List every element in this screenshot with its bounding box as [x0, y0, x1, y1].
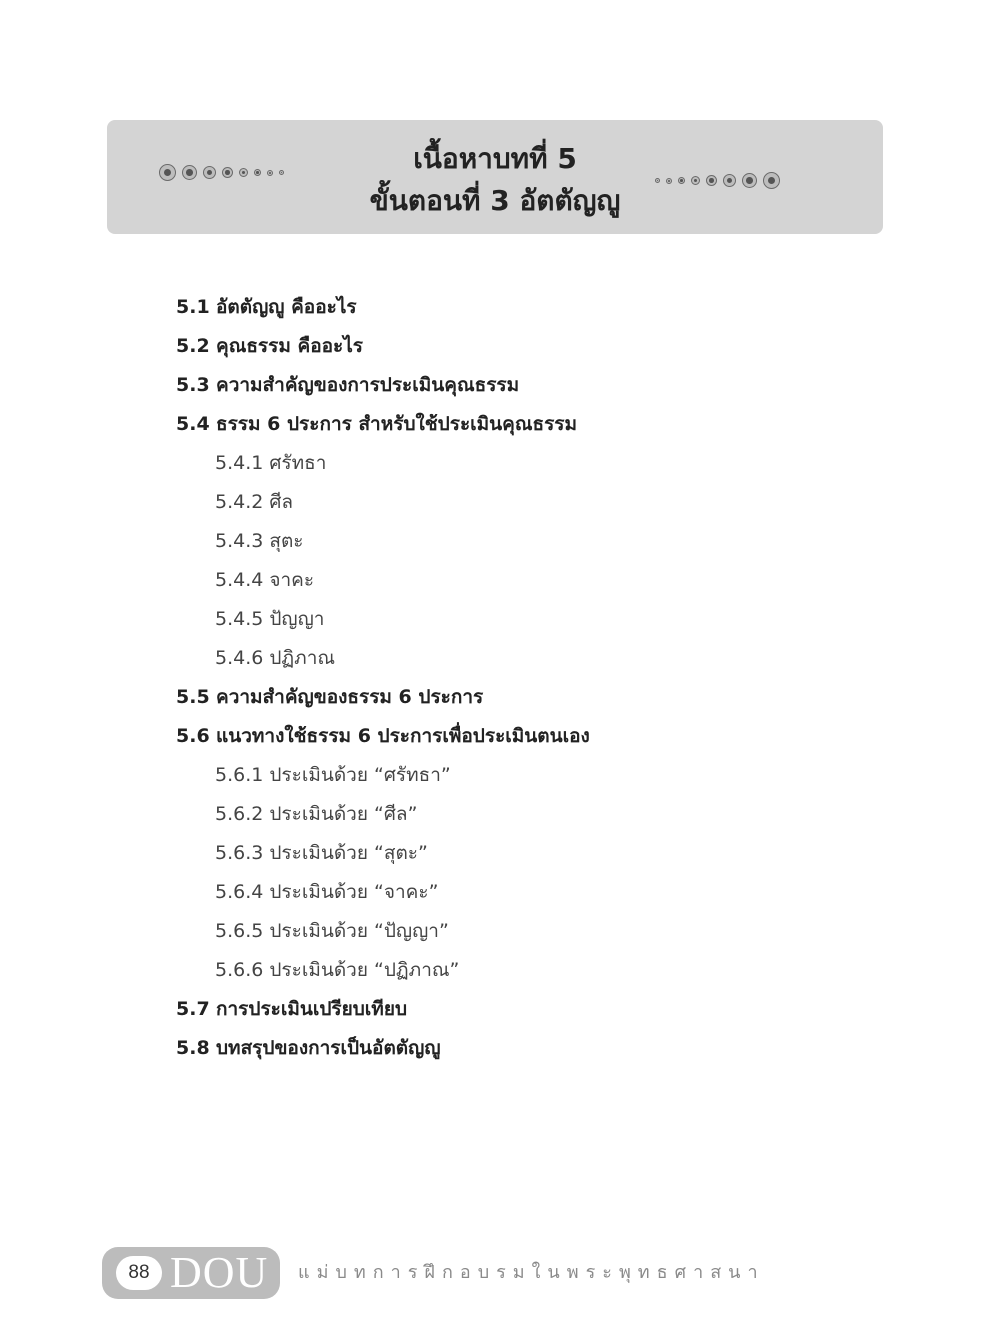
- toc-item-text: ประเมินด้วย “ปัญญา”: [269, 920, 449, 942]
- toc-item-text: ธรรม 6 ประการ สำหรับใช้ประเมินคุณธรรม: [216, 413, 578, 435]
- toc-item: [176, 990, 876, 1029]
- toc-item-text: สุตะ: [269, 530, 304, 552]
- toc-item-text: จาคะ: [269, 569, 315, 591]
- toc-subitem: [176, 561, 876, 600]
- toc-item-text: ความสำคัญของธรรม 6 ประการ: [216, 686, 484, 708]
- toc-item-number: 5.7: [176, 998, 210, 1020]
- chapter-title-line2: ขั้นตอนที่ 3 อัตตัญญู: [369, 184, 621, 217]
- toc-item-number: 5.4.4: [215, 569, 264, 591]
- dot-ornament-icon: [706, 175, 717, 186]
- toc-item-number: 5.1: [176, 296, 210, 318]
- toc-subitem: [176, 483, 876, 522]
- dot-ornament-icon: [678, 177, 685, 184]
- toc-item: [176, 366, 876, 405]
- toc-item-number: 5.4.3: [215, 530, 264, 552]
- toc-item-number: 5.6.6: [215, 959, 264, 981]
- toc-subitem: [176, 522, 876, 561]
- toc-item-number: 5.4: [176, 413, 210, 435]
- toc-item-number: 5.6.3: [215, 842, 264, 864]
- page-footer: [102, 1247, 765, 1299]
- toc-item-number: 5.6.5: [215, 920, 264, 942]
- toc-item-text: ประเมินด้วย “ปฏิภาณ”: [269, 959, 460, 981]
- toc-item-number: 5.4.1: [215, 452, 264, 474]
- dot-ornament-icon: [742, 173, 757, 188]
- toc-item-text: บทสรุปของการเป็นอัตตัญญู: [216, 1037, 441, 1059]
- book-title: แม่บทการฝึกอบรมในพระพุทธศาสนา: [298, 1262, 765, 1283]
- chapter-title-line1: เนื้อหาบทที่ 5: [413, 142, 577, 175]
- toc-item: [176, 1029, 876, 1068]
- toc-item-number: 5.6.2: [215, 803, 264, 825]
- toc-subitem: [176, 444, 876, 483]
- toc-item-number: 5.4.5: [215, 608, 264, 630]
- dot-ornament-icon: [723, 174, 736, 187]
- toc-item-text: การประเมินเปรียบเทียบ: [216, 998, 408, 1020]
- toc-item-number: 5.8: [176, 1037, 210, 1059]
- toc-item-text: ประเมินด้วย “ศีล”: [269, 803, 418, 825]
- toc-subitem: [176, 600, 876, 639]
- toc-item-number: 5.6: [176, 725, 210, 747]
- toc-subitem: [176, 912, 876, 951]
- table-of-contents: [176, 288, 876, 1068]
- page-number: 88: [116, 1256, 162, 1290]
- dot-ornament-icon: [691, 176, 700, 185]
- dot-ornament-icon: [666, 178, 672, 184]
- toc-subitem: [176, 639, 876, 678]
- toc-item-number: 5.4.6: [215, 647, 264, 669]
- toc-item-number: 5.3: [176, 374, 210, 396]
- toc-subitem: [176, 795, 876, 834]
- toc-item-number: 5.6.4: [215, 881, 264, 903]
- toc-item-text: แนวทางใช้ธรรม 6 ประการเพื่อประเมินตนเอง: [216, 725, 590, 747]
- toc-item-text: ประเมินด้วย “ศรัทธา”: [269, 764, 451, 786]
- toc-item: [176, 405, 876, 444]
- toc-item-number: 5.6.1: [215, 764, 264, 786]
- toc-item-text: ศรัทธา: [269, 452, 327, 474]
- toc-item-text: คุณธรรม คืออะไร: [216, 335, 363, 357]
- toc-item: [176, 288, 876, 327]
- toc-item-text: ศีล: [269, 491, 294, 513]
- decorative-dots-right: [655, 172, 780, 189]
- toc-item-text: ประเมินด้วย “สุตะ”: [269, 842, 428, 864]
- toc-item-number: 5.5: [176, 686, 210, 708]
- chapter-header: [107, 120, 883, 234]
- toc-item-text: อัตตัญญู คืออะไร: [216, 296, 357, 318]
- toc-subitem: [176, 756, 876, 795]
- toc-subitem: [176, 873, 876, 912]
- toc-item-text: ปฏิภาณ: [269, 647, 335, 669]
- toc-item: [176, 327, 876, 366]
- brand-logo: DOU: [170, 1248, 269, 1297]
- toc-subitem: [176, 951, 876, 990]
- toc-item: [176, 678, 876, 717]
- toc-item-text: ปัญญา: [269, 608, 325, 630]
- toc-item-number: 5.4.2: [215, 491, 264, 513]
- toc-item-text: ความสำคัญของการประเมินคุณธรรม: [216, 374, 520, 396]
- toc-subitem: [176, 834, 876, 873]
- dot-ornament-icon: [655, 178, 660, 183]
- footer-badge: [102, 1247, 280, 1299]
- toc-item-number: 5.2: [176, 335, 210, 357]
- toc-item: [176, 717, 876, 756]
- toc-item-text: ประเมินด้วย “จาคะ”: [269, 881, 439, 903]
- dot-ornament-icon: [763, 172, 780, 189]
